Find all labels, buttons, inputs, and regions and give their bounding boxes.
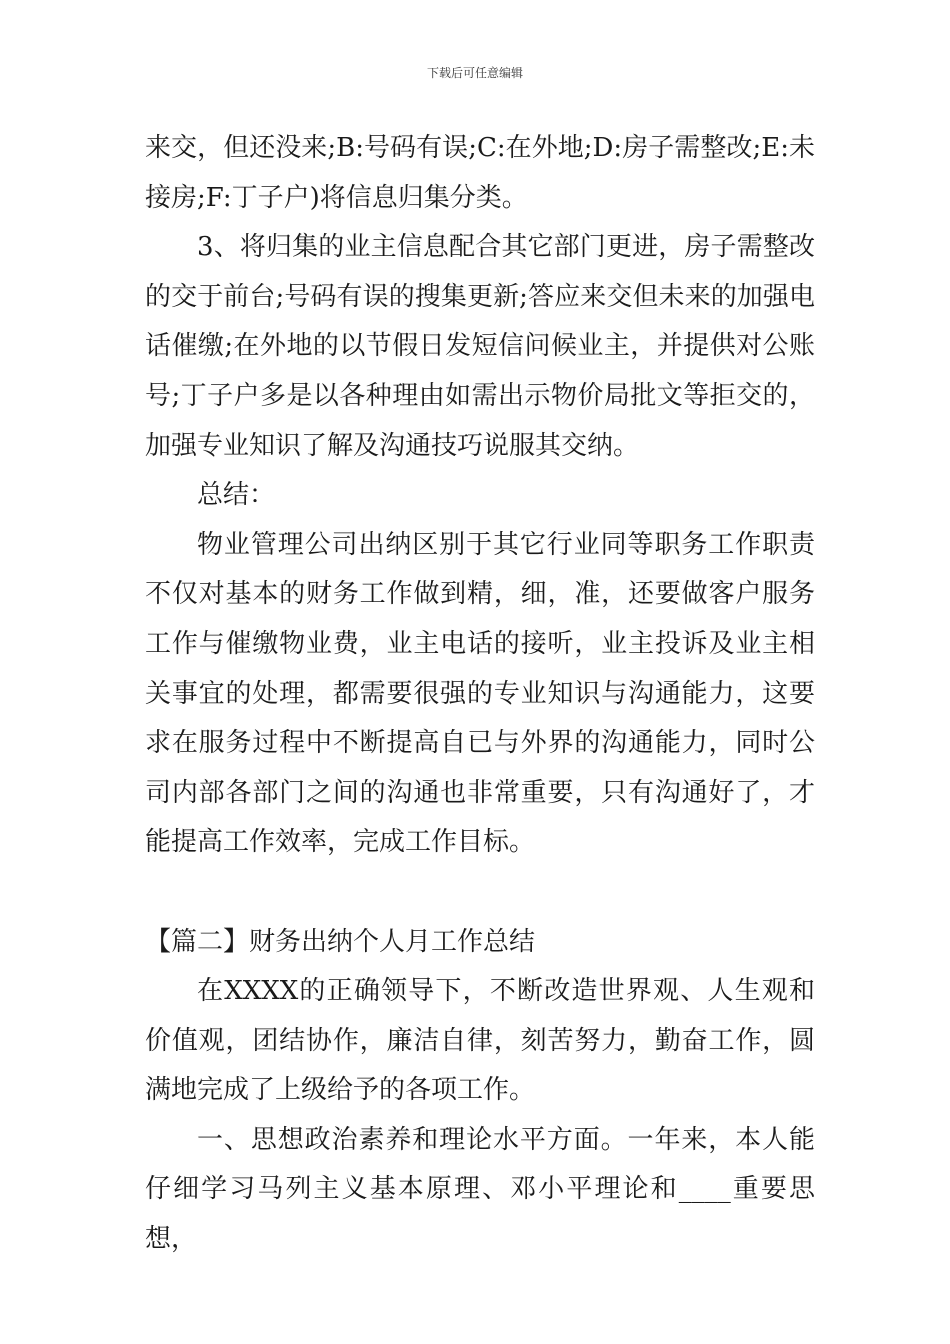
section-one-paragraph: 一、思想政治素养和理论水平方面。一年来，本人能仔细学习马列主义基本原理、邓小平理论和____重要思想， bbox=[145, 1124, 815, 1255]
summary-paragraph: 物业管理公司出纳区别于其它行业同等职务工作职责不仅对基本的财务工作做到精，细，准，还要做客户服务工作与催缴物业费，业主电话的接听，业主投诉及业主相关事宜的处理，都需要很强的专业知识与沟通能力，这要求在服务过程中不断提高自已与外界的沟通能力，同时公司内部各部门之间的沟通也非常重要，只有沟通好了，才能提高工作效率，完成工作目标。 bbox=[145, 529, 815, 858]
document-body bbox=[145, 124, 815, 1265]
section-title: 【篇二】财务出纳个人月工作总结 bbox=[145, 926, 536, 957]
page-header: 下载后可任意编辑 bbox=[426, 66, 523, 80]
paragraph-continuation: 来交，但还没来;B:号码有误;C:在外地;D:房子需整改;E:未接房;F:丁子户)将信息归集分类。 bbox=[145, 133, 815, 213]
intro-paragraph: 在XXXX的正确领导下，不断改造世界观、人生观和价值观，团结协作，廉洁自律，刻苦努力，勤奋工作，圆满地完成了上级给予的各项工作。 bbox=[145, 976, 815, 1106]
summary-heading: 总结： bbox=[197, 480, 276, 511]
paragraph-step-3: 3、将归集的业主信息配合其它部门更进，房子需整改的交于前台;号码有误的搜集更新;答应来交但未来的加强电话催缴;在外地的以节假日发短信问候业主，并提供对公账号;丁子户多是以各种理由如需出示物价局批文等拒交的，加强专业知识了解及沟通技巧说服其交纳。 bbox=[145, 232, 815, 461]
